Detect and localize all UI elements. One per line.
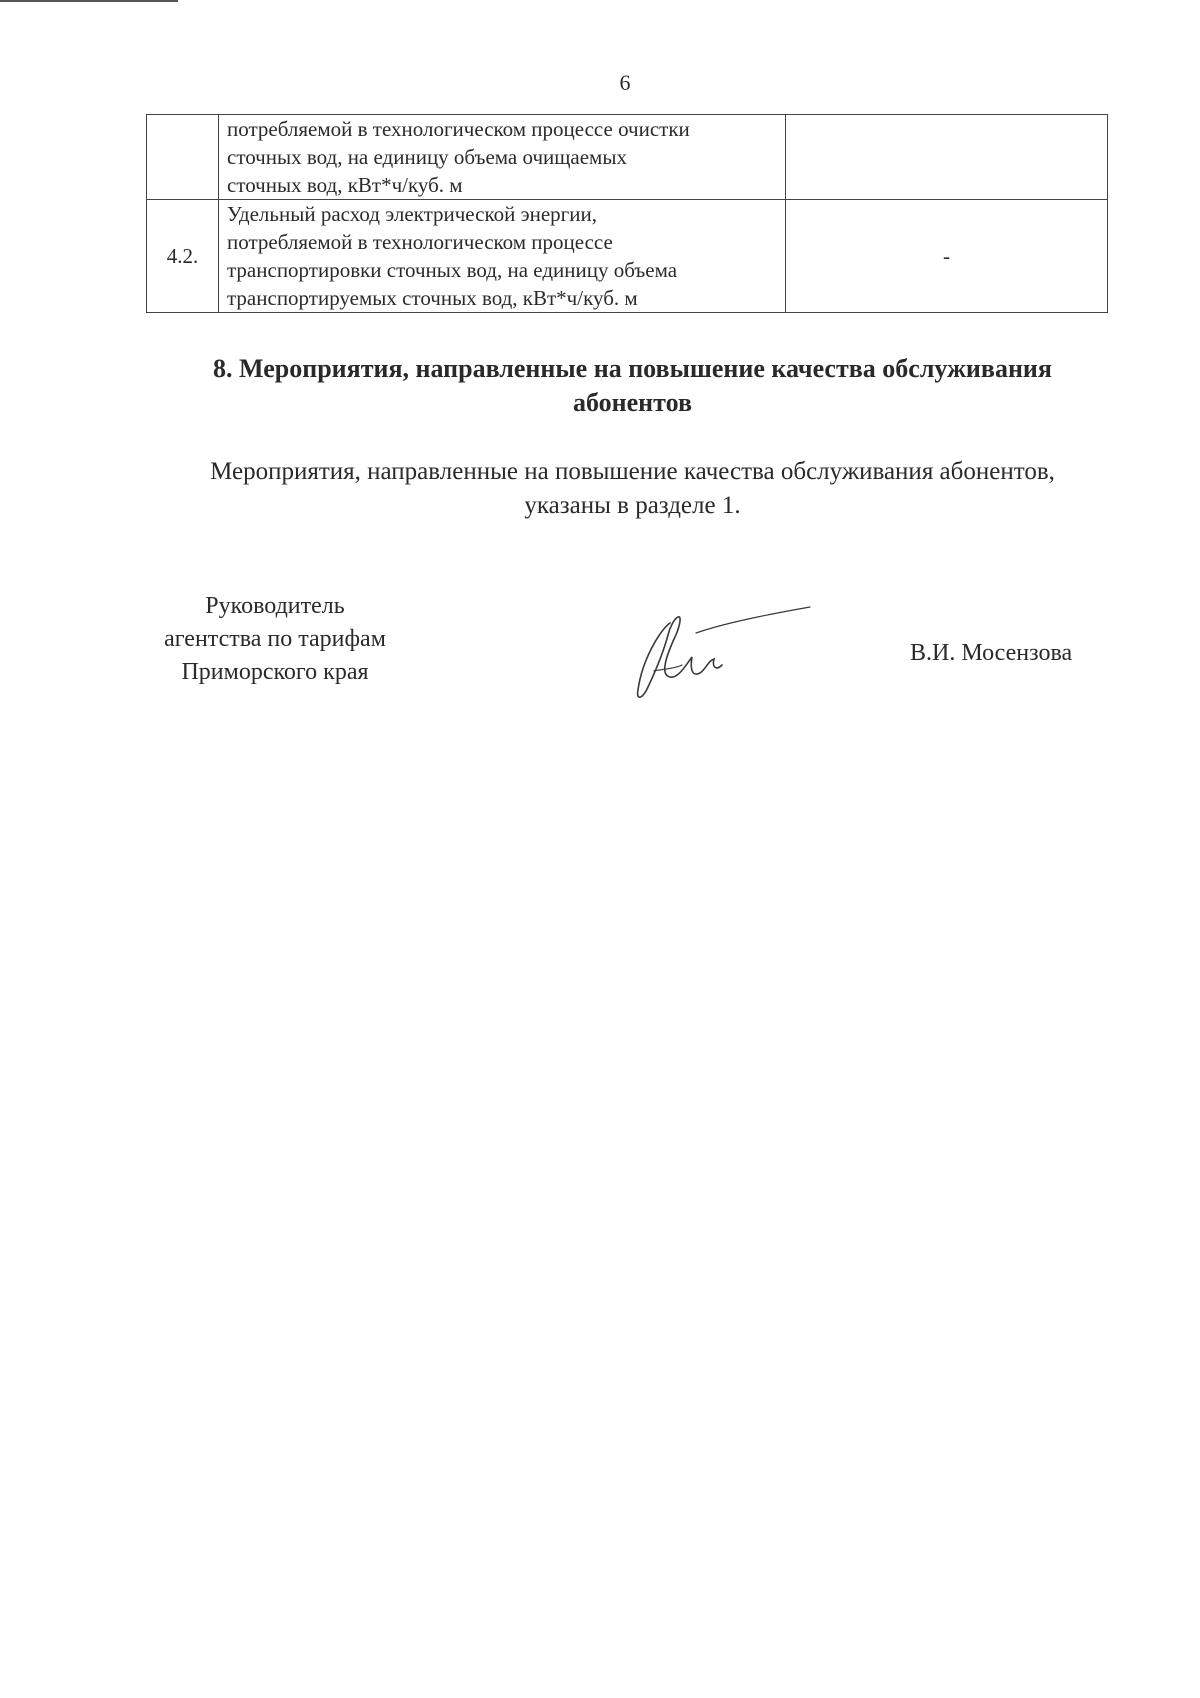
indicator-description-cell (219, 115, 786, 200)
handwritten-signature-icon (630, 605, 815, 705)
signer-position-line: Приморского края (181, 659, 369, 685)
signer-name: В.И. Мосензова (910, 640, 1073, 666)
section-heading-line: 8. Мероприятия, направленные на повышение качества обслуживания (213, 354, 1052, 383)
indicators-table (146, 114, 1108, 313)
description-line: транспортируемых сточных вод, кВт*ч/куб. м (227, 286, 638, 310)
description-line: потребляемой в технологическом процессе (227, 230, 613, 254)
section-body-text (140, 455, 1125, 523)
body-line: указаны в разделе 1. (524, 492, 741, 519)
section-heading (140, 352, 1125, 420)
table-row (147, 200, 1108, 313)
description-line: сточных вод, на единицу объема очищаемых (227, 145, 627, 169)
signer-position-line: агентства по тарифам (164, 626, 386, 652)
description-line: потребляемой в технологическом процессе очистки (227, 117, 690, 141)
indicator-value-cell: - (786, 200, 1108, 313)
page-number: 6 (619, 70, 631, 95)
section-heading-line: абонентов (573, 388, 692, 417)
row-number-cell: 4.2. (147, 200, 219, 313)
description-line: транспортировки сточных вод, на единицу объема (227, 258, 678, 282)
row-number-cell (147, 115, 219, 200)
indicator-value-cell (786, 115, 1108, 200)
body-line: Мероприятия, направленные на повышение качества обслуживания абонентов, (210, 458, 1055, 485)
signer-position (140, 590, 410, 689)
signer-position-line: Руководитель (205, 593, 345, 619)
description-line: сточных вод, кВт*ч/куб. м (227, 173, 463, 197)
description-line: Удельный расход электрической энергии, (227, 202, 598, 226)
indicator-description-cell (219, 200, 786, 313)
table-row (147, 115, 1108, 200)
scan-edge-mark (0, 0, 178, 2)
